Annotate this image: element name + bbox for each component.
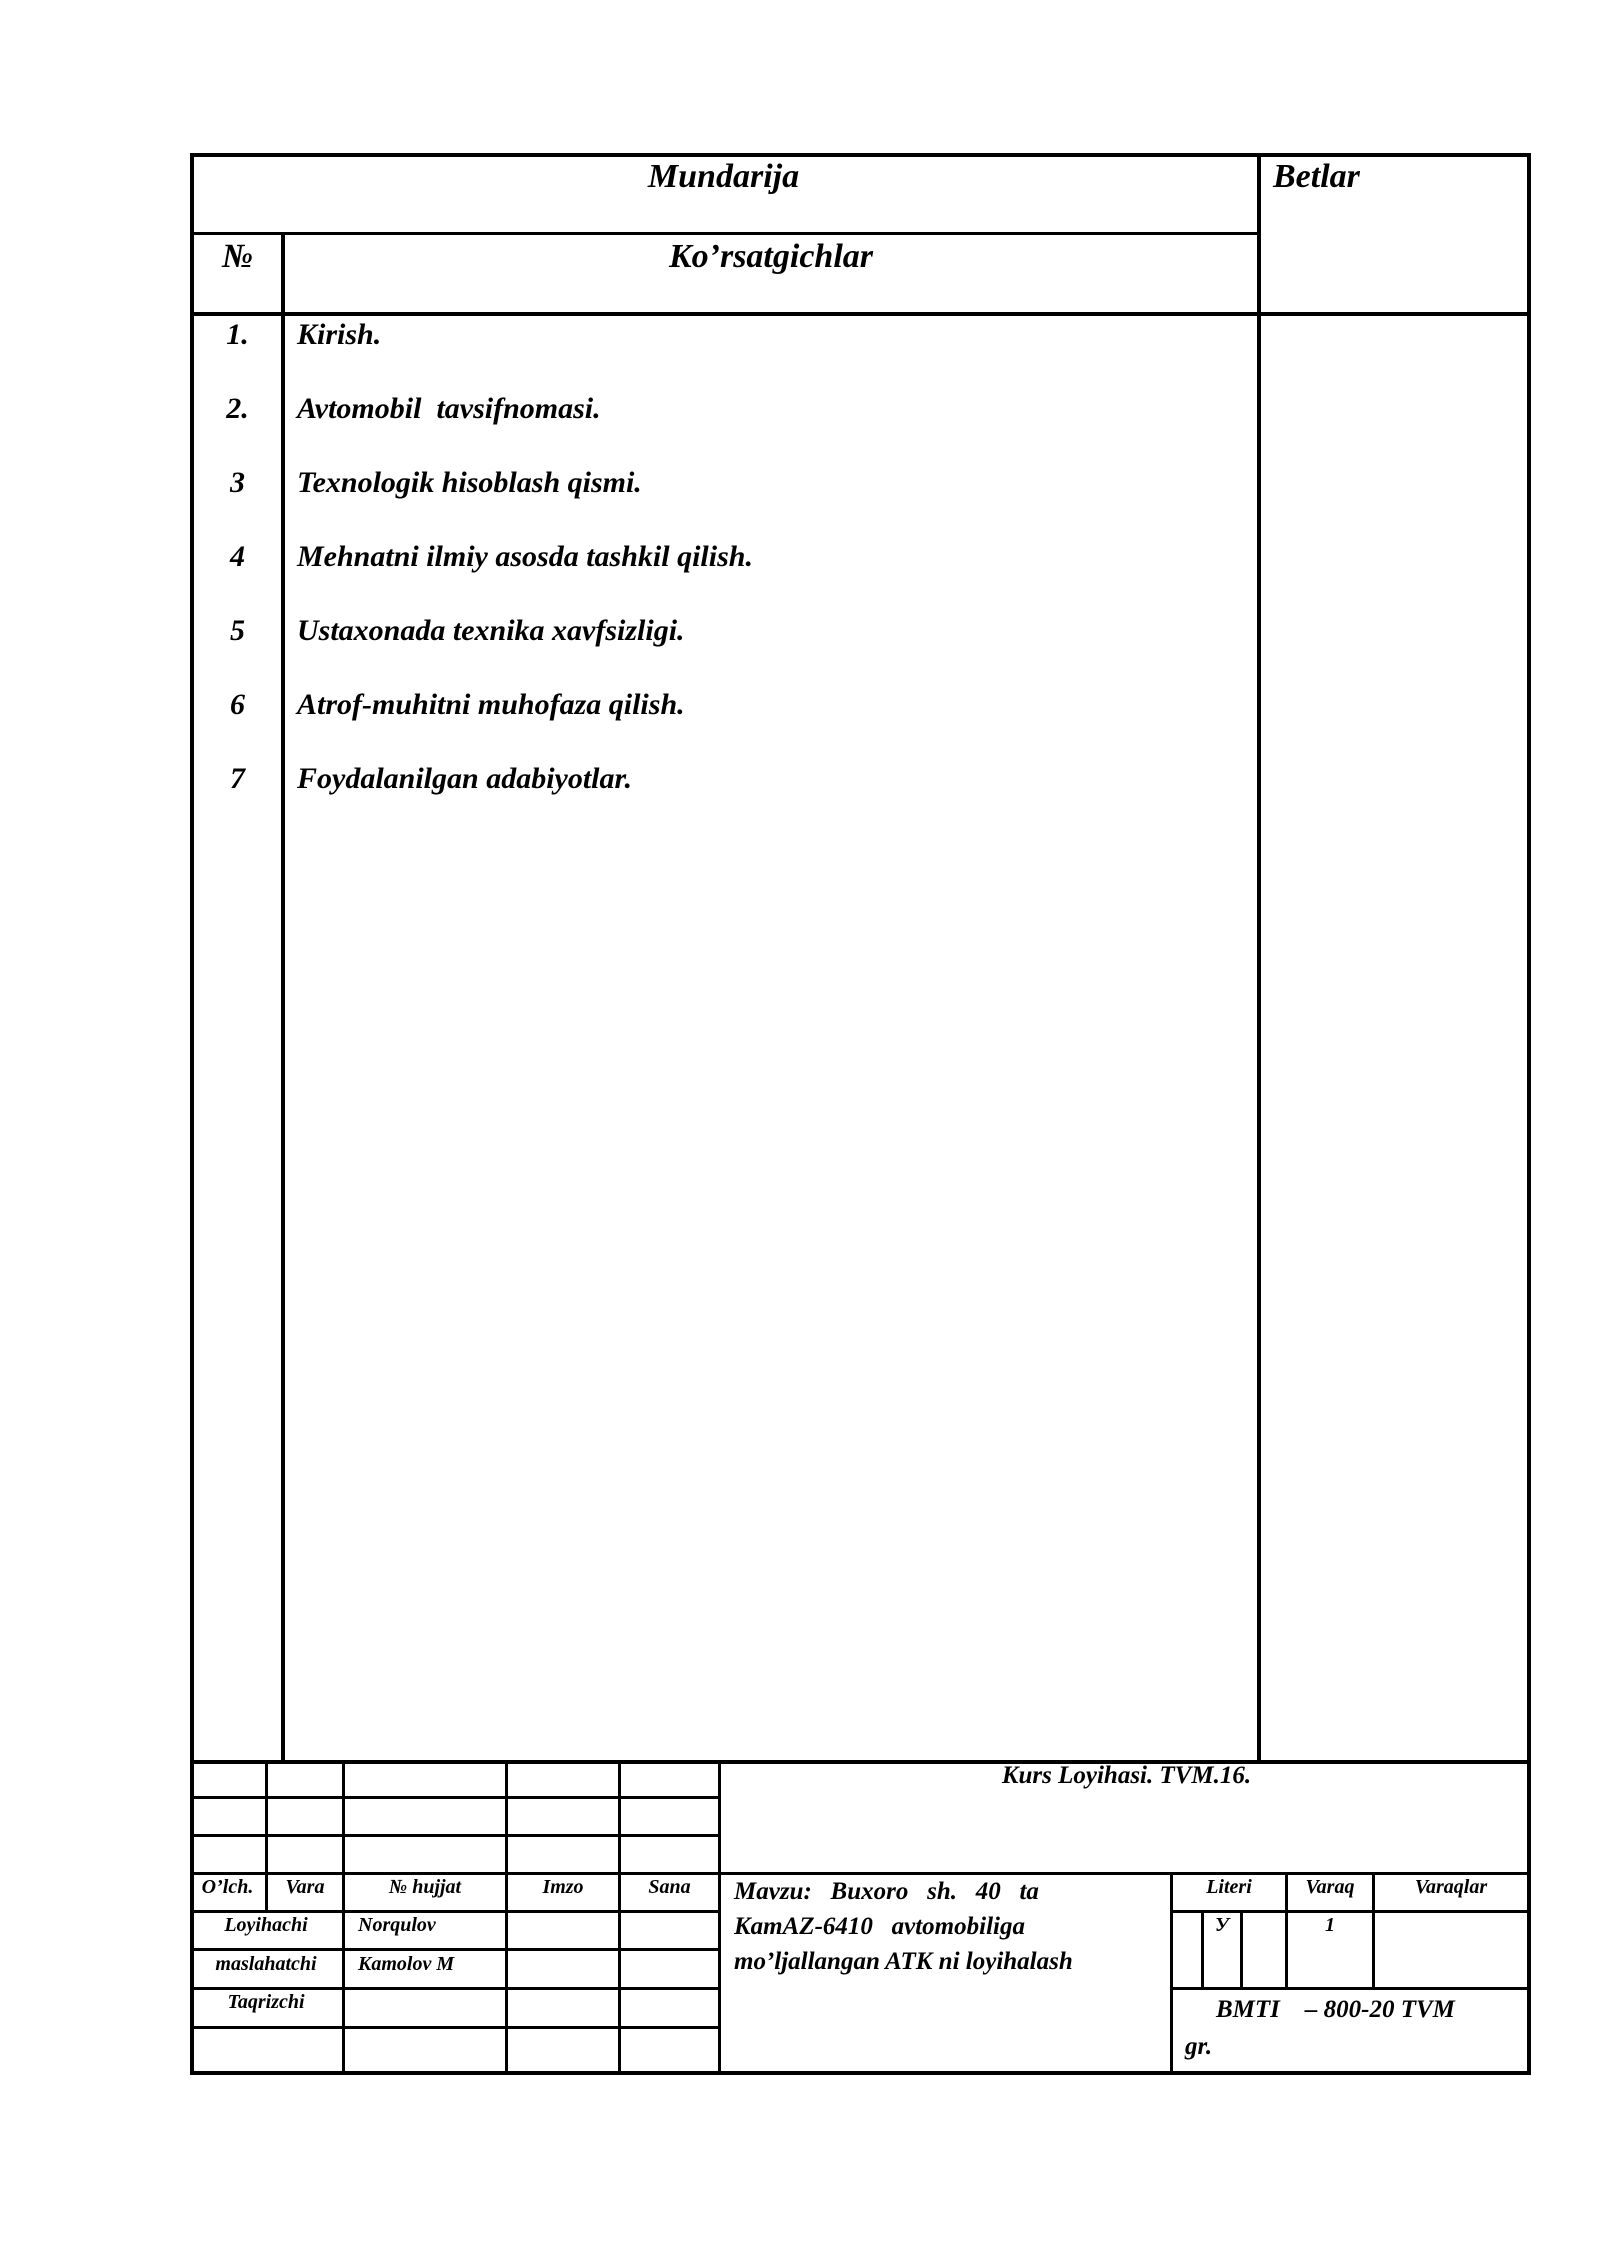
toc-row-title: Kirish. [297, 318, 382, 351]
document-code: Kurs Loyihasi. TVM.16. [1001, 1762, 1252, 1789]
stamp-varaq-label: Varaq [1305, 1876, 1355, 1898]
toc-row-title: Avtomobil tavsifnomasi. [297, 392, 601, 425]
stamp-literi-value: У [1215, 1914, 1229, 1936]
stamp-role-maslahatchi: maslahatchi [215, 1953, 317, 1975]
toc-row-title: Foydalanilgan adabiyotlar. [297, 762, 633, 795]
stamp-literi-label: Literi [1206, 1876, 1252, 1898]
toc-row-number: 2. [226, 392, 249, 425]
stamp-grid-line [190, 1948, 720, 1951]
header-divider-line [190, 232, 1260, 235]
stamp-grid-line [190, 1987, 720, 1990]
stamp-grid-line [190, 1910, 720, 1913]
stamp-grid-line [1240, 1910, 1243, 1989]
stamp-grid-line [1170, 1872, 1173, 2073]
stamp-grid-line [190, 1872, 1531, 1875]
toc-row-number: 1. [226, 318, 249, 351]
stamp-grid-line [505, 1760, 508, 2073]
stamp-grid-line [190, 1834, 720, 1837]
stamp-grid-line [718, 1760, 721, 2073]
stamp-varaq-value: 1 [1325, 1914, 1335, 1936]
toc-row-number: 6 [230, 688, 245, 721]
stamp-varaqlar-label: Varaqlar [1414, 1876, 1488, 1898]
stamp-role-taqrizchi: Taqrizchi [227, 1991, 305, 2013]
stamp-col-sana: Sana [648, 1876, 691, 1898]
header-bottom-line [190, 312, 1531, 316]
stamp-topic-line: KamAZ-6410 avtomobiliga [734, 1913, 1025, 1940]
toc-row-number: 3 [230, 466, 245, 499]
stamp-col-hujjat: № hujjat [388, 1876, 462, 1898]
frame-left-line [190, 153, 194, 2075]
toc-row-title: Ustaxonada texnika xavfsizligi. [297, 614, 685, 647]
toc-row-number: 7 [230, 762, 245, 795]
stamp-name-maslahatchi: Kamolov M [358, 1953, 455, 1975]
stamp-col-imzo: Imzo [542, 1876, 584, 1898]
toc-row-number: 4 [230, 540, 245, 573]
items-column-header: Ko’rsatgichlar [668, 238, 874, 275]
stamp-topic-line: mo’ljallangan ATK ni loyihalash [734, 1948, 1073, 1975]
toc-row-title: Texnologik hisoblash qismi. [297, 466, 642, 499]
stamp-grid-line [1170, 1987, 1531, 1990]
toc-title: Mundarija [647, 158, 800, 195]
stamp-grid-line [618, 1760, 621, 2073]
stamp-grid-line [1170, 1910, 1531, 1913]
toc-row-title: Atrof-muhitni muhofaza qilish. [297, 688, 685, 721]
pages-column-line [1257, 153, 1261, 1763]
pages-column-header: Betlar [1273, 158, 1360, 195]
stamp-col-vara: Vara [285, 1876, 325, 1898]
stamp-topic-line: Mavzu: Buxoro sh. 40 ta [734, 1878, 1039, 1905]
number-column-line [281, 232, 285, 1763]
stamp-organization: BMTI – 800-20 TVM [1216, 1996, 1455, 2023]
frame-top-line [190, 153, 1531, 157]
stamp-grid-line [190, 2026, 720, 2029]
stamp-name-loyihachi: Norqulov [358, 1914, 436, 1936]
stamp-col-olch: O’lch. [201, 1876, 254, 1898]
toc-row-number: 5 [230, 614, 245, 647]
frame-bottom-line [190, 2071, 1531, 2075]
toc-row-title: Mehnatni ilmiy asosda tashkil qilish. [297, 540, 753, 573]
number-column-header: № [221, 238, 254, 275]
stamp-grid-line [342, 1760, 345, 2073]
stamp-role-loyihachi: Loyihachi [224, 1914, 308, 1936]
stamp-grid-line [190, 1796, 720, 1799]
stamp-organization-group: gr. [1185, 2033, 1213, 2060]
